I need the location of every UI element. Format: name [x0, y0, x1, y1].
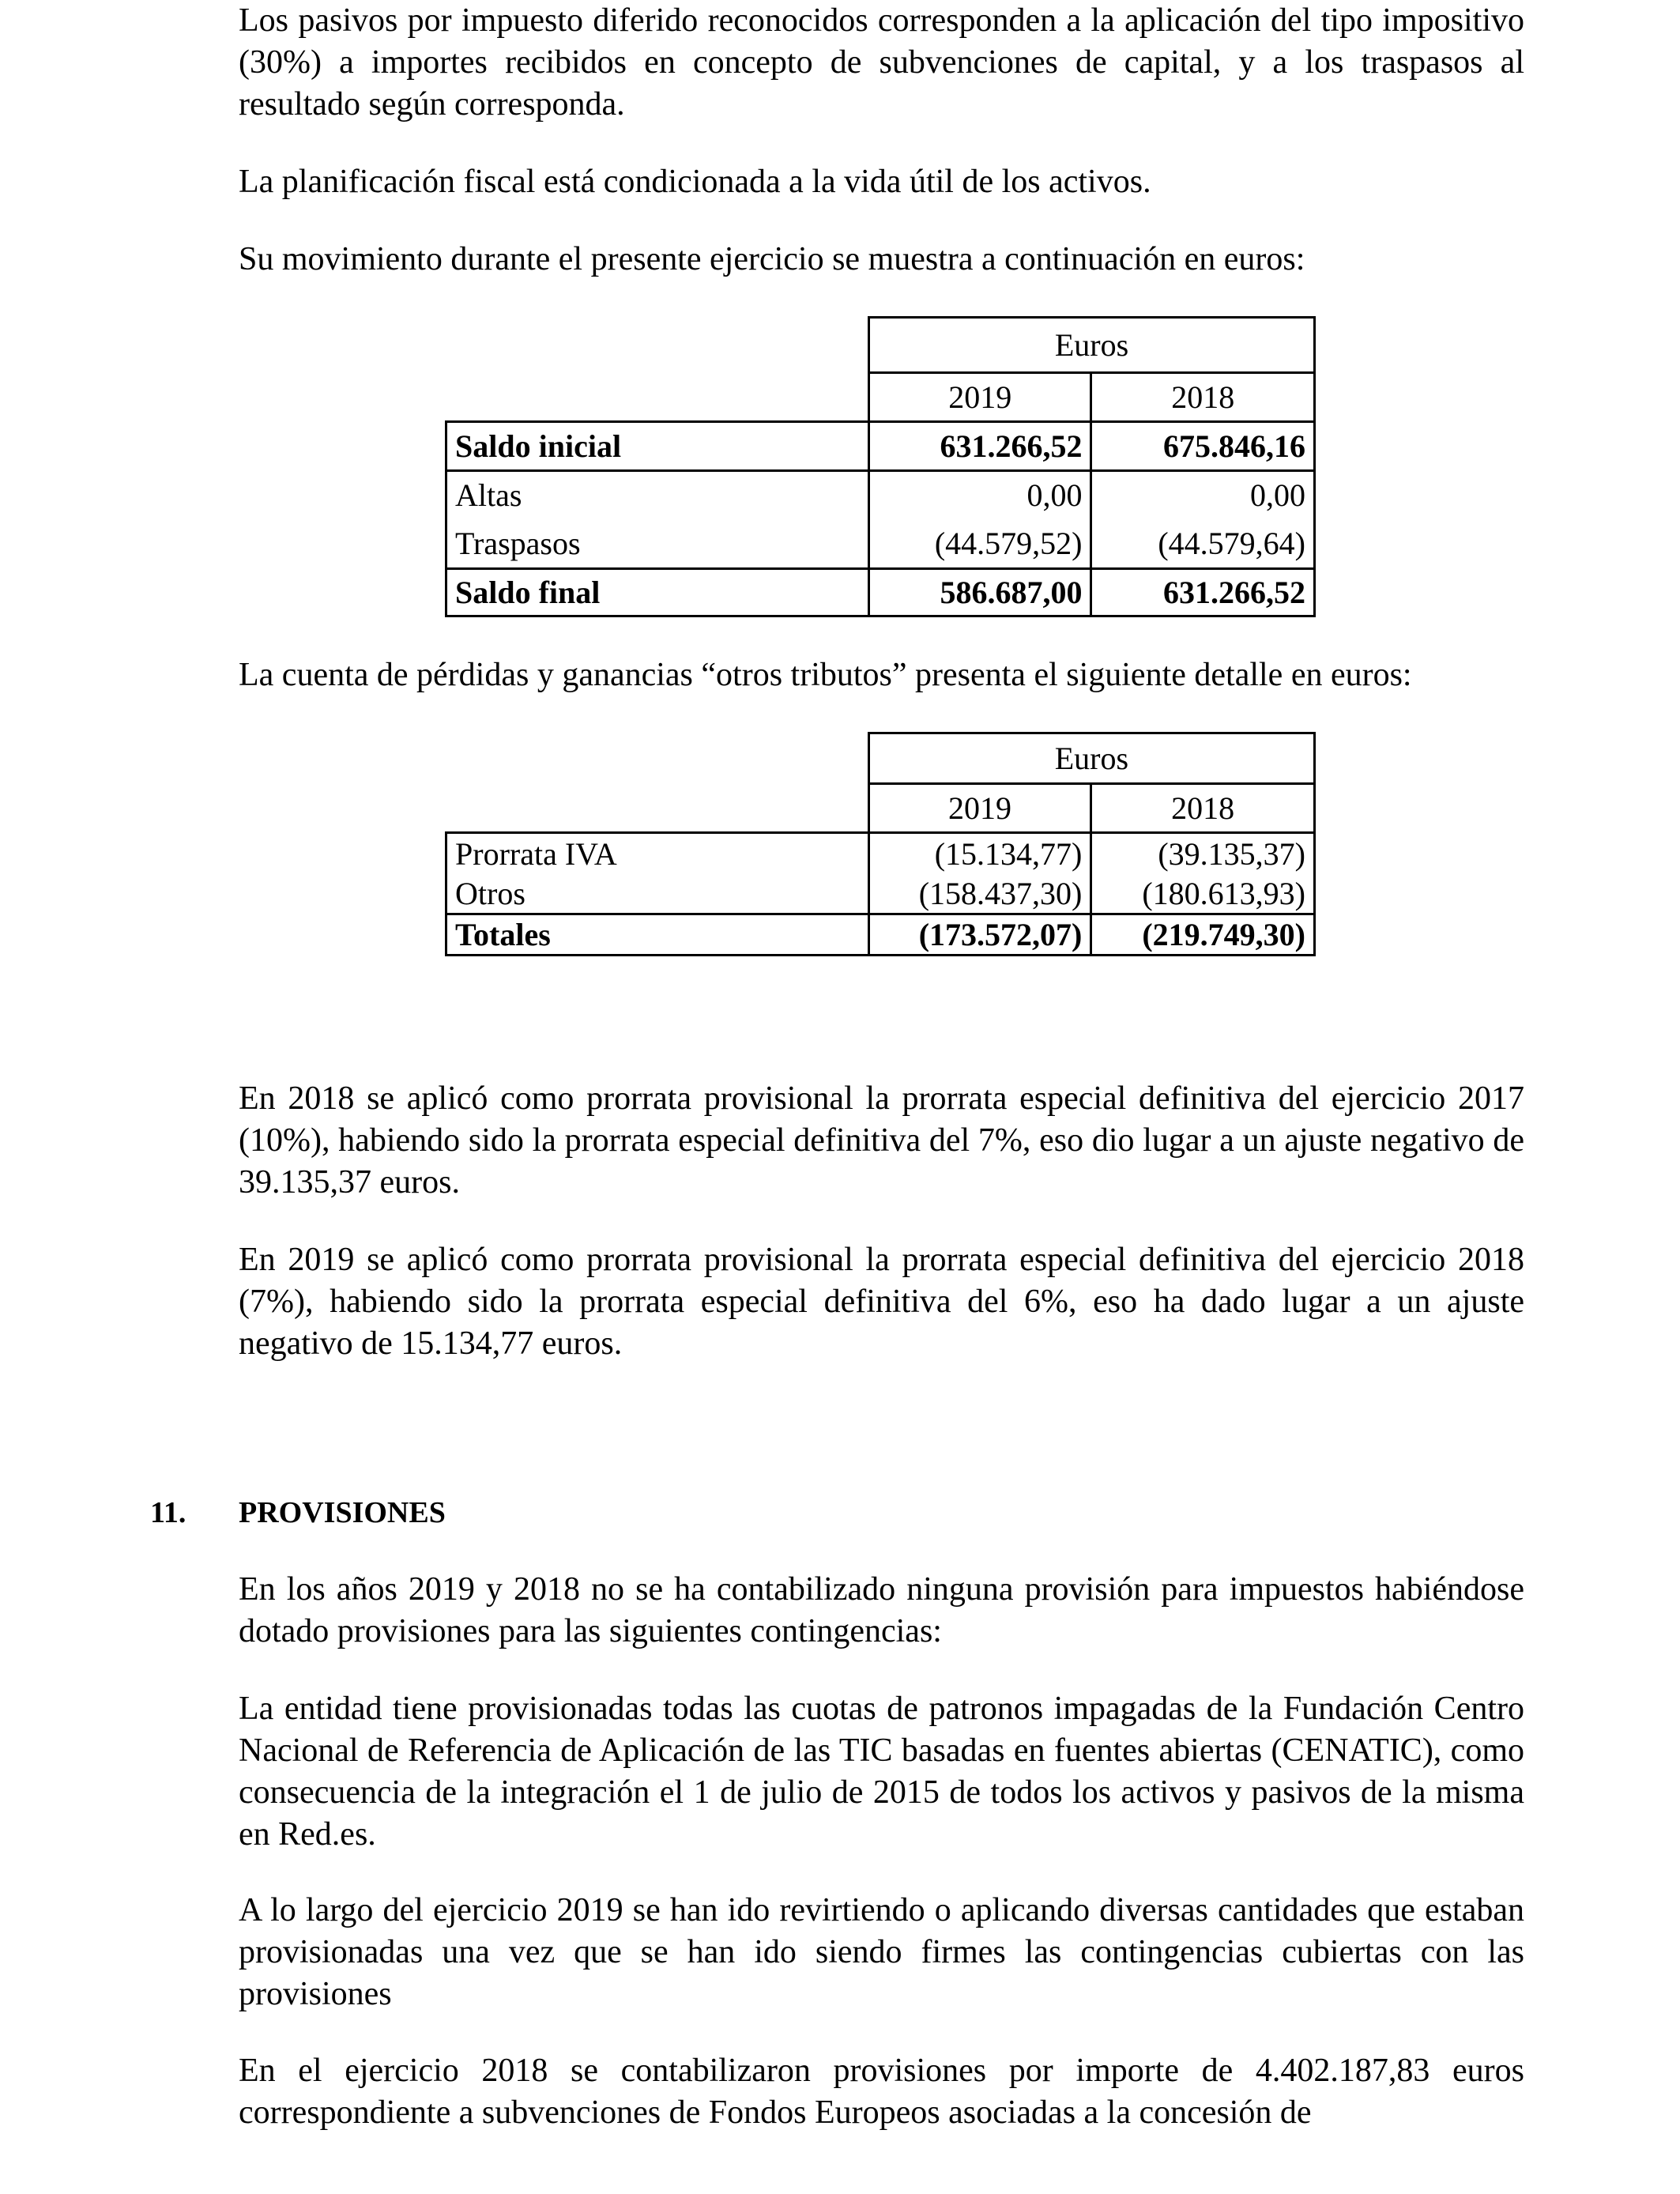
- value-2019: (173.572,07): [868, 914, 1091, 956]
- table-header-euros: Euros: [868, 733, 1314, 784]
- table-row: [446, 914, 1315, 956]
- paragraph-cenatic: La entidad tiene provisionadas todas las cuotas de patronos impagadas de la Fundación Centro Nacional de Referencia de Aplicación de las TIC basadas en fuentes abiertas (CENATIC), como consecuencia de la integración el 1 de julio de 2015 de todos los activos y pasivos de la misma en Red.es.: [239, 1691, 1524, 1853]
- value-2018: 675.846,16: [1091, 422, 1315, 471]
- deferred-tax-movement-table: [445, 316, 1316, 617]
- value-2019: 586.687,00: [868, 569, 1091, 616]
- year-header-2018: 2018: [1091, 784, 1315, 833]
- row-label: Altas: [446, 471, 869, 520]
- other-taxes-table: [445, 732, 1316, 956]
- table-header-euros: Euros: [868, 318, 1314, 373]
- table-row: [446, 833, 1315, 875]
- paragraph-prorrata-2018: En 2018 se aplicó como prorrata provisional la prorrata especial definitiva del ejercicio 2017 (10%), habiendo sido la prorrata especial definitiva del 7%, eso dio lugar a un ajuste negativo de 39.135,37 euros.: [239, 1080, 1524, 1201]
- value-2018: 631.266,52: [1091, 569, 1315, 616]
- paragraph-other-taxes-intro: La cuenta de pérdidas y ganancias “otros tributos” presenta el siguiente detalle en euros:: [239, 657, 1412, 693]
- table-row: [446, 520, 1315, 569]
- row-label: Otros: [446, 875, 869, 914]
- value-2018: (44.579,64): [1091, 520, 1315, 569]
- value-2018: (180.613,93): [1091, 875, 1315, 914]
- table-row: [446, 875, 1315, 914]
- row-label: Saldo inicial: [446, 422, 869, 471]
- value-2019: (158.437,30): [868, 875, 1091, 914]
- section-title: PROVISIONES: [239, 1496, 446, 1529]
- table-row: [446, 569, 1315, 616]
- table-row: [446, 471, 1315, 520]
- value-2018: (39.135,37): [1091, 833, 1315, 875]
- paragraph-reversals-2019: A lo largo del ejercicio 2019 se han ido revirtiendo o aplicando diversas cantidades que estaban provisionadas una vez que se han ido siendo firmes las contingencias cubiertas con las provisiones: [239, 1892, 1524, 2012]
- row-label: Totales: [446, 914, 869, 956]
- section-heading: [150, 1494, 446, 1532]
- value-2019: (44.579,52): [868, 520, 1091, 569]
- paragraph-prorrata-2019: En 2019 se aplicó como prorrata provisional la prorrata especial definitiva del ejercicio 2018 (7%), habiendo sido la prorrata especial definitiva del 6%, eso ha dado lugar a un ajuste negativo de 15.134,77 euros.: [239, 1242, 1524, 1362]
- value-2019: 631.266,52: [868, 422, 1091, 471]
- paragraph-provisions-intro: En los años 2019 y 2018 no se ha contabilizado ninguna provisión para impuestos habiéndose dotado provisiones para las siguientes contingencias:: [239, 1571, 1524, 1649]
- year-header-2019: 2019: [868, 784, 1091, 833]
- paragraph-fiscal-planning: La planificación fiscal está condicionada a la vida útil de los activos.: [239, 164, 1151, 200]
- year-header-2019: 2019: [868, 373, 1091, 422]
- value-2019: (15.134,77): [868, 833, 1091, 875]
- paragraph-deferred-tax: Los pasivos por impuesto diferido reconocidos corresponden a la aplicación del tipo impositivo (30%) a importes recibidos en concepto de subvenciones de capital, y a los traspasos al resultado según corresponda.: [239, 2, 1524, 123]
- row-label: Traspasos: [446, 520, 869, 569]
- section-number: 11.: [150, 1496, 186, 1529]
- year-header-2018: 2018: [1091, 373, 1315, 422]
- row-label: Prorrata IVA: [446, 833, 869, 875]
- paragraph-movement-intro: Su movimiento durante el presente ejercicio se muestra a continuación en euros:: [239, 241, 1305, 277]
- value-2018: 0,00: [1091, 471, 1315, 520]
- table-row: [446, 422, 1315, 471]
- value-2019: 0,00: [868, 471, 1091, 520]
- paragraph-provisions-2018: En el ejercicio 2018 se contabilizaron provisiones por importe de 4.402.187,83 euros correspondiente a subvenciones de Fondos Europeos asociadas a la concesión de: [239, 2053, 1524, 2131]
- row-label: Saldo final: [446, 569, 869, 616]
- value-2018: (219.749,30): [1091, 914, 1315, 956]
